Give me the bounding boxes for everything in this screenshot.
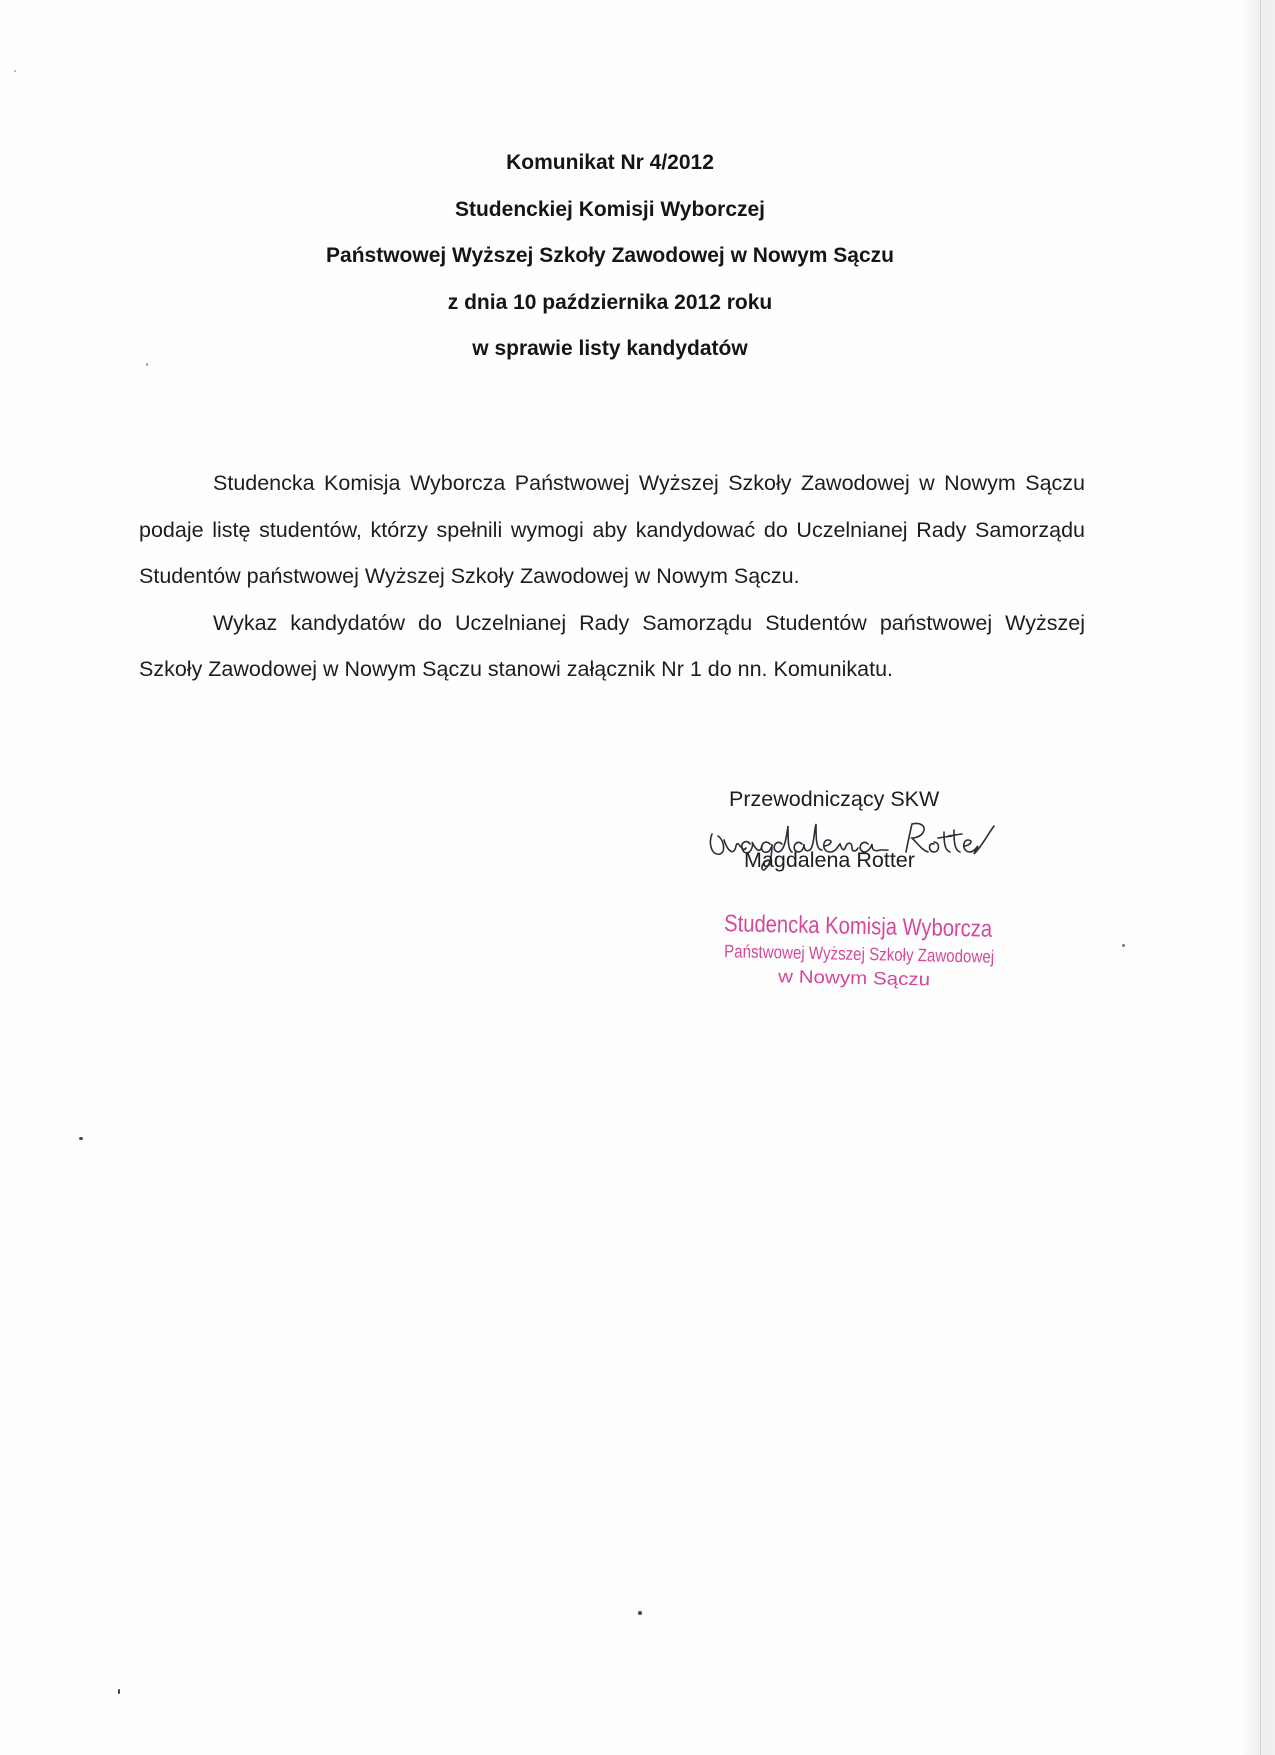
signature-title: Przewodniczący SKW bbox=[729, 787, 940, 811]
body-paragraph-2: Wykaz kandydatów do Uczelnianej Rady Samorządu Studentów państwowej Wyższej Szkoły Zawodowej w Nowym Sączu stanowi załącznik Nr 1 do nn. Komunikatu. bbox=[139, 610, 1085, 681]
heading-line-3: Państwowej Wyższej Szkoły Zawodowej w Nowym Sączu bbox=[326, 244, 894, 267]
svg-text:Studencka Komisja Wyborcza: Studencka Komisja Wyborcza bbox=[723, 910, 1043, 944]
scan-edge-line bbox=[1260, 0, 1261, 1755]
signatory-name: Magdalena Rotter bbox=[744, 848, 915, 872]
commission-stamp bbox=[722, 910, 1047, 1010]
svg-text:w Nowym Sączu: w Nowym Sączu bbox=[777, 966, 912, 990]
scan-speck bbox=[146, 363, 148, 366]
document-body bbox=[139, 460, 1085, 693]
scan-speck bbox=[638, 1611, 642, 1615]
scan-speck bbox=[1122, 944, 1125, 947]
scan-edge-shadow bbox=[1241, 0, 1275, 1755]
heading-line-2: Studenckiej Komisji Wyborczej bbox=[454, 197, 766, 221]
heading-line-5: w sprawie listy kandydatów bbox=[472, 337, 748, 360]
svg-text:Państwowej Wyższej Szkoły Zawo: Państwowej Wyższej Szkoły Zawodowej bbox=[723, 941, 1047, 968]
scan-speck bbox=[79, 1137, 83, 1140]
heading-line-4: z dnia 10 października 2012 roku bbox=[447, 290, 773, 314]
heading-line-1: Komunikat Nr 4/2012 bbox=[506, 151, 714, 174]
scan-speck bbox=[118, 1689, 120, 1694]
scan-speck bbox=[14, 70, 16, 72]
body-paragraph-1: Studencka Komisja Wyborcza Państwowej Wyższej Szkoły Zawodowej w Nowym Sączu podaje listę studentów, którzy spełnili wymogi aby kandydować do Uczelnianej Rady Samorządu Studentów państwowej Wyższej Szkoły Zawodowej w Nowym Sączu. bbox=[139, 471, 1085, 588]
document-heading bbox=[0, 140, 1220, 373]
